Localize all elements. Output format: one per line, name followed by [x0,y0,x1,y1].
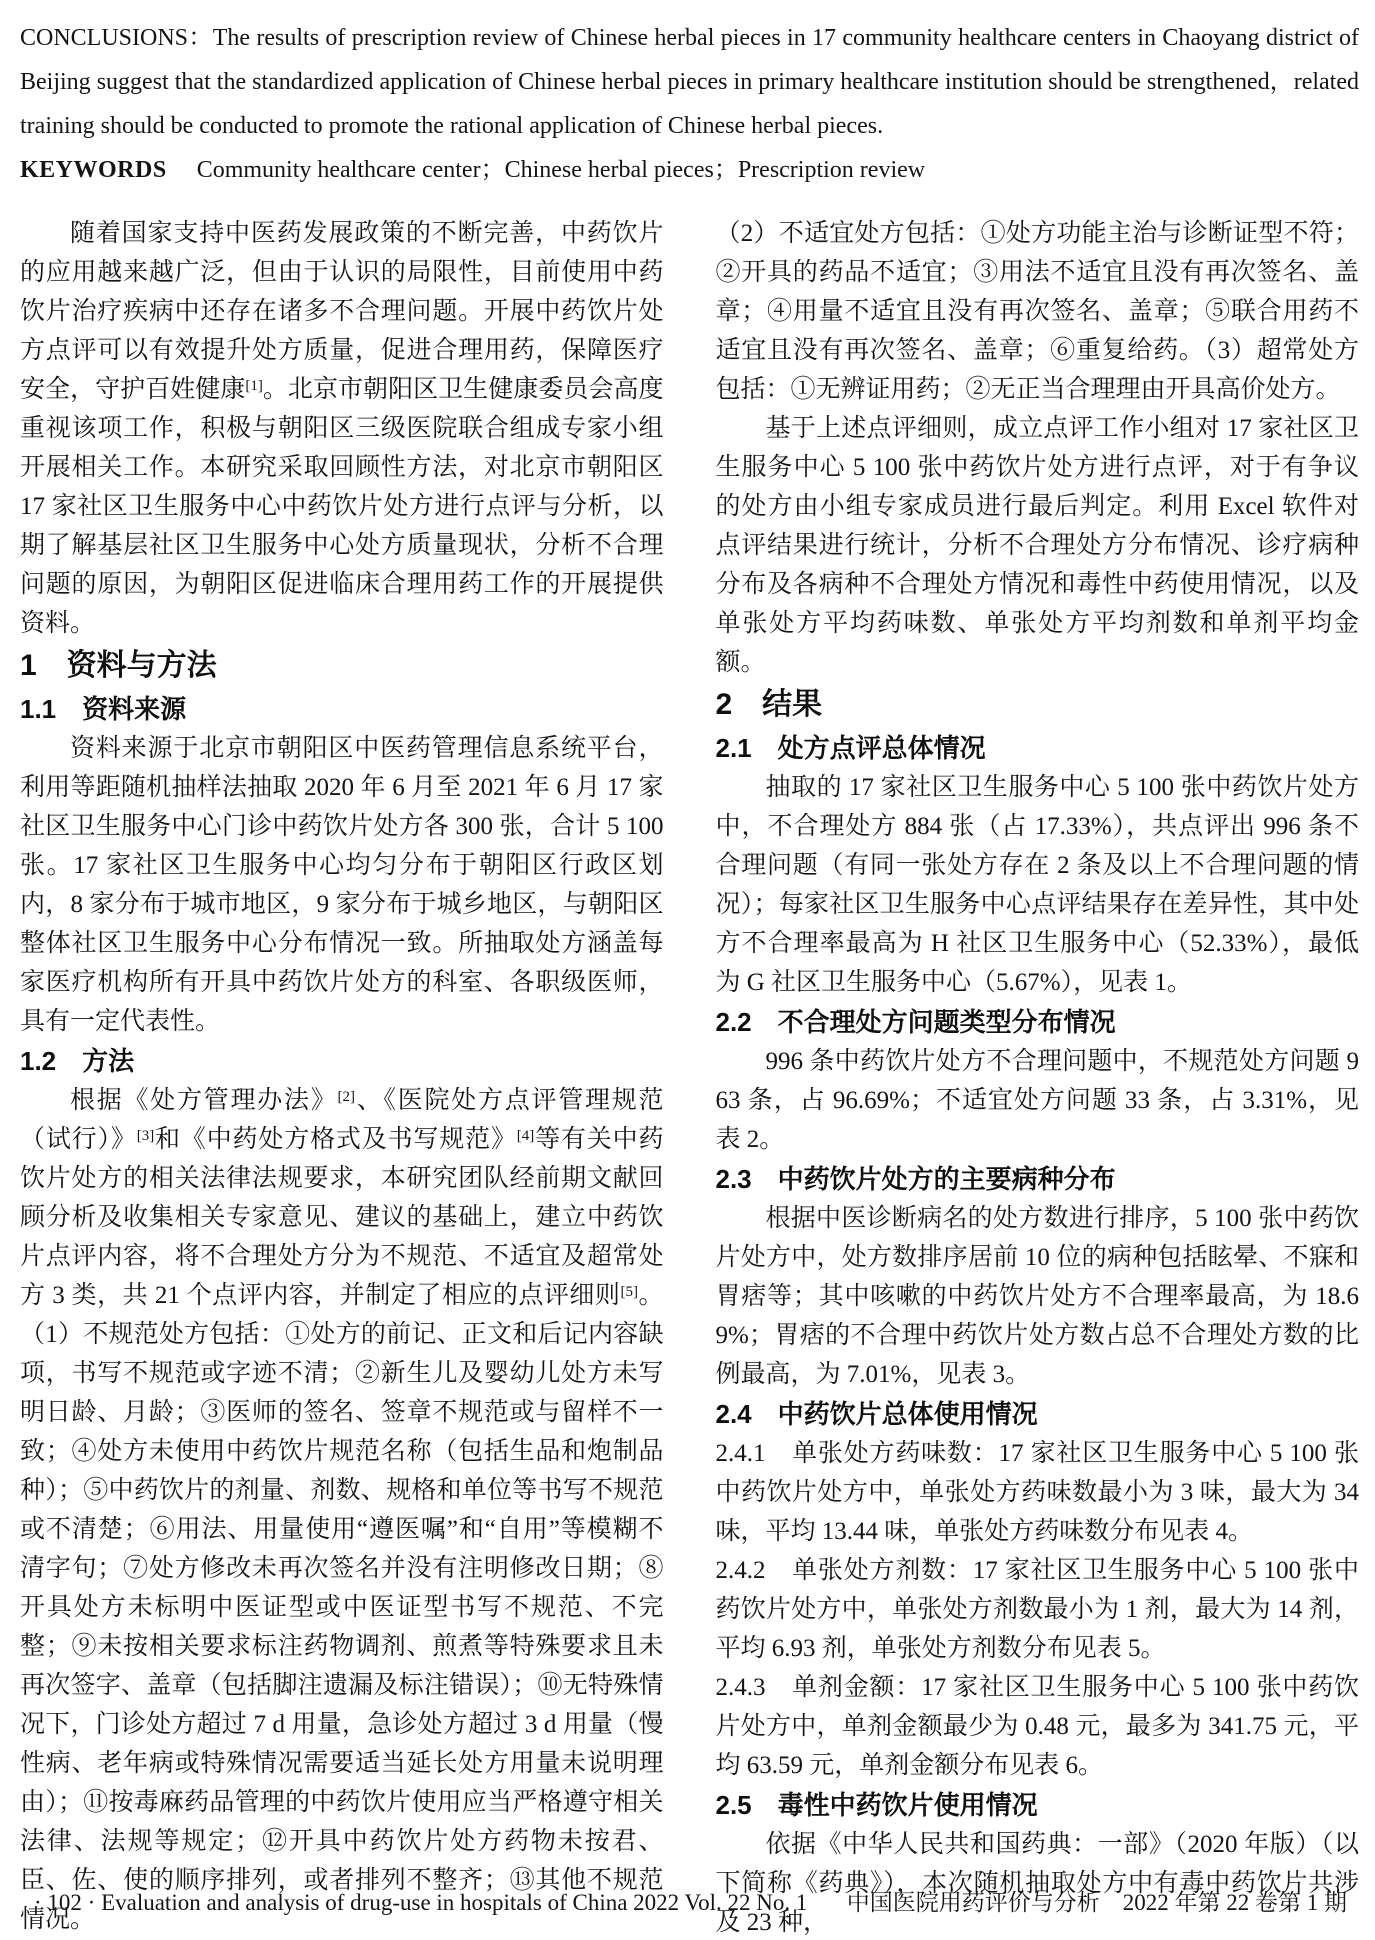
keywords-label: KEYWORDS [20,157,167,183]
two-column-body [20,214,1359,1940]
keywords-line [20,148,1359,192]
page-footer [34,1888,1347,1918]
overall-review-paragraph: 抽取的 17 家社区卫生服务中心 5 100 张中药饮片处方中，不合理处方 884 张（占 17.33%），共点评出 996 条不合理问题（有同一张处方存在 2 条及以上不合理问题的情况）；每家社区卫生服务中心点评结果存在差异性，其中处方不合理率最高为 H 社区卫生服务中心（52.33%），最低为 G 社区卫生服务中心（5.67%），见表 1。 [715,774,1359,996]
inappropriate-prescription-paragraph: （2）不适宜处方包括：①处方功能主治与诊断证型不符；②开具的药品不适宜；③用法不适宜且没有再次签名、盖章；④用量不适宜且没有再次签名、盖章；⑤联合用药不适宜且没有再次签名、盖章；⑥重复给药。（3）超常处方包括：①无辨证用药；②无正当合理理由开具高价处方。 [715,220,1359,403]
data-source-paragraph: 资料来源于北京市朝阳区中医药管理信息系统平台，利用等距随机抽样法抽取 2020 年 6 月至 2021 年 6 月 17 家社区卫生服务中心门诊中药饮片处方各 300 张，合计 5 100 张。17 家社区卫生服务中心均匀分布于朝阳区行政区划内，8 家分布于城市地区，9 家分布于城乡地区，与朝阳区整体社区卫生服务中心分布情况一致。所抽取处方涵盖每家医疗机构所有开具中药饮片处方的科室、各职级医师，具有一定代表性。 [20,735,664,1035]
keywords-text: Community healthcare center；Chinese herbal pieces；Prescription review [196,157,926,183]
english-abstract [20,16,1359,192]
section-1-2-heading: 1.2 方法 [20,1046,135,1076]
left-column [20,214,664,1940]
conclusions-paragraph: CONCLUSIONS：The results of prescription review of Chinese herbal pieces in 17 community healthcare centers in Chaoyang district of Beijing suggest that the standardized application of Chinese herbal pieces in primary healthcare institution should be strengthened，related training should be conducted to promote the rational application of Chinese herbal pieces. [20,25,1359,139]
review-group-paragraph: 基于上述点评细则，成立点评工作小组对 17 家社区卫生服务中心 5 100 张中药饮片处方进行点评，对于有争议的处方由小组专家成员进行最后判定。利用 Excel 软件对点评结果进行统计，分析不合理处方分布情况、诊疗病种分布及各病种不合理处方情况和毒性中药使用情况，以及单张处方平均药味数、单张处方平均剂数和单剂平均金额。 [715,415,1359,676]
problem-types-paragraph: 996 条中药饮片处方不合理问题中，不规范处方问题 963 条，占 96.69%；不适宜处方问题 33 条，占 3.31%，见表 2。 [715,1048,1359,1153]
footer-english-citation: · 102 · Evaluation and analysis of drug-use in hospitals of China 2022 Vol. 22 No. 1 [34,1890,808,1915]
right-column [716,214,1360,1940]
intro-paragraph: 随着国家支持中医药发展政策的不断完善，中药饮片的应用越来越广泛，但由于认识的局限性，目前使用中药饮片治疗疾病中还存在诸多不合理问题。开展中药饮片处方点评可以有效提升处方质量，促进合理用药，保障医疗安全，守护百姓健康[1]。北京市朝阳区卫生健康委员会高度重视该项工作，积极与朝阳区三级医院联合组成专家小组开展相关工作。本研究采取回顾性方法，对北京市朝阳区 17 家社区卫生服务中心中药饮片处方进行点评与分析，以期了解基层社区卫生服务中心处方质量现状，分析不合理问题的原因，为朝阳区促进临床合理用药工作的开展提供资料。 [20,220,664,637]
dose-count-paragraph: 2.4.2 单张处方剂数：17 家社区卫生服务中心 5 100 张中药饮片处方中，单张处方剂数最小为 1 剂，最大为 14 剂，平均 6.93 剂，单张处方剂数分布见表 5。 [715,1557,1359,1662]
section-2-1-heading: 2.1 处方点评总体情况 [715,733,986,763]
footer-chinese-citation: 中国医院用药评价与分析 2022 年第 22 卷第 1 期 [846,1890,1347,1915]
section-1-heading: 1 资料与方法 [20,649,217,682]
section-2-heading: 2 结果 [715,688,823,721]
section-2-4-heading: 2.4 中药饮片总体使用情况 [715,1399,1038,1429]
single-dose-amount-paragraph: 2.4.3 单剂金额：17 家社区卫生服务中心 5 100 张中药饮片处方中，单剂金额最少为 0.48 元，最多为 341.75 元，平均 63.59 元，单剂金额分布见表 6。 [715,1674,1359,1779]
section-2-3-heading: 2.3 中药饮片处方的主要病种分布 [715,1164,1116,1194]
disease-distribution-paragraph: 根据中医诊断病名的处方数进行排序，5 100 张中药饮片处方中，处方数排序居前 10 位的病种包括眩晕、不寐和胃痞等；其中咳嗽的中药饮片处方不合理率最高，为 18.69%；胃痞的不合理中药饮片处方数占总不合理处方数的比例最高，为 7.01%，见表 3。 [715,1205,1359,1388]
section-2-2-heading: 2.2 不合理处方问题类型分布情况 [715,1007,1116,1037]
section-2-5-heading: 2.5 毒性中药饮片使用情况 [715,1790,1038,1820]
section-1-1-heading: 1.1 资料来源 [20,694,187,724]
toxic-herb-paragraph: 依据《中华人民共和国药典：一部》（2020 年版）（以下简称《药典》），本次随机抽取处方中有毒中药饮片共涉及 23 种， [715,1831,1359,1936]
herb-count-paragraph: 2.4.1 单张处方药味数：17 家社区卫生服务中心 5 100 张中药饮片处方中，单张处方药味数最小为 3 味，最大为 34 味，平均 13.44 味，单张处方药味数分布见表 4。 [715,1440,1359,1545]
method-paragraph: 根据《处方管理办法》[2]、《医院处方点评管理规范（试行）》[3]和《中药处方格式及书写规范》[4]等有关中药饮片处方的相关法律法规要求，本研究团队经前期文献回顾分析及收集相关专家意见、建议的基础上，建立中药饮片点评内容，将不合理处方分为不规范、不适宜及超常处方 3 类，共 21 个点评内容，并制定了相应的点评细则[5]。（1）不规范处方包括：①处方的前记、正文和后记内容缺项，书写不规范或字迹不清；②新生儿及婴幼儿处方未写明日龄、月龄；③医师的签名、签章不规范或与留样不一致；④处方未使用中药饮片规范名称（包括生品和炮制品种）；⑤中药饮片的剂量、剂数、规格和单位等书写不规范或不清楚；⑥用法、用量使用“遵医嘱”和“自用”等模糊不清字句；⑦处方修改未再次签名并没有注明修改日期；⑧开具处方未标明中医证型或中医证型书写不规范、不完整；⑨未按相关要求标注药物调剂、煎煮等特殊要求且未再次签字、盖章（包括脚注遗漏及标注错误）；⑩无特殊情况下，门诊处方超过 7 d 用量，急诊处方超过 3 d 用量（慢性病、老年病或特殊情况需要适当延长处方用量未说明理由）；⑪按毒麻药品管理的中药饮片使用应当严格遵守相关法律、法规等规定；⑫开具中药饮片处方药物未按君、臣、佐、使的顺序排列，或者排列不整齐；⑬其他不规范情况。 [20,1087,664,1933]
